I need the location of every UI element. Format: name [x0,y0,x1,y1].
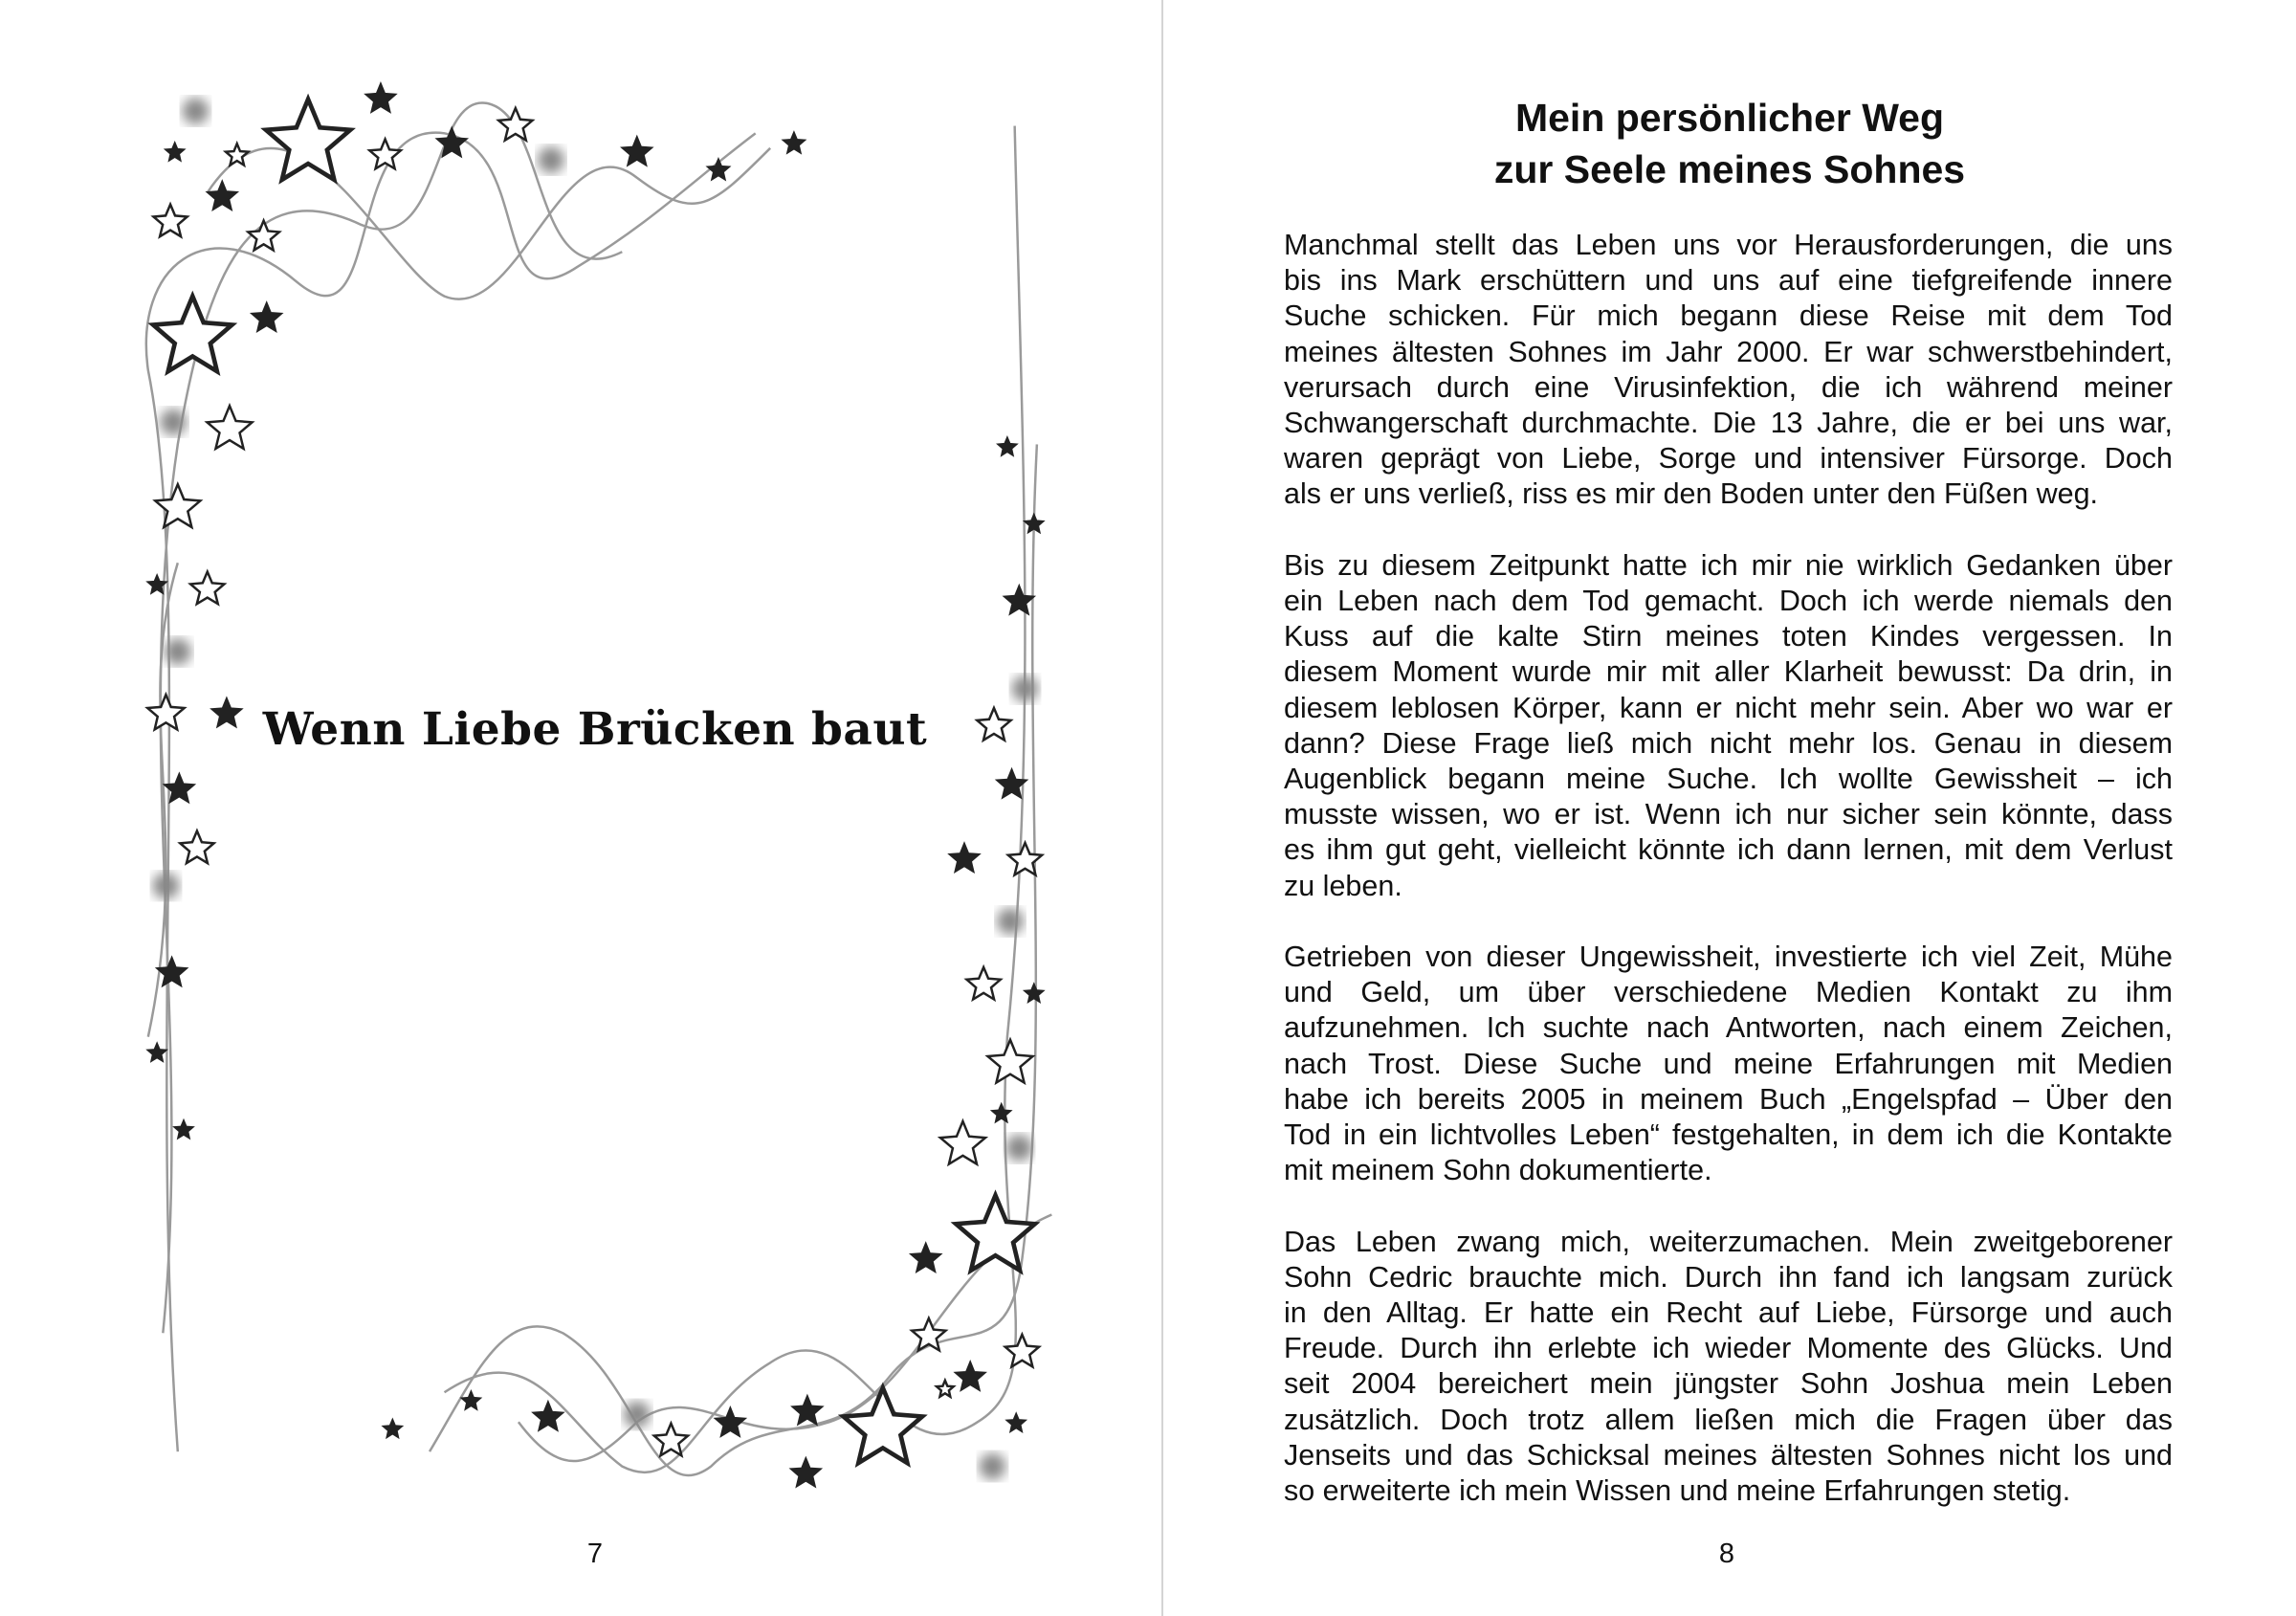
outline-star-icon [966,967,1000,1000]
outline-star-icon [207,406,252,449]
text-line: zusätzlich. Doch trotz allem ließen mich die Fragen über das [1284,1403,2173,1436]
blurred-sparkle [152,873,179,899]
filled-star-icon [148,1044,166,1060]
text-line: Kuss auf die kalte Stirn meines toten Kindes vergessen. In [1284,620,2173,653]
filled-star-icon [623,138,651,165]
filled-star-icon [709,160,729,179]
filled-star-icon [1007,1414,1025,1430]
text-line: als er uns verließ, riss es mir den Boden unter den Füßen weg. [1284,477,2099,511]
outline-star-icon [153,205,187,237]
text-line: Bis zu diesem Zeitpunkt hatte ich mir nie wirklich Gedanken über [1284,548,2173,582]
blurred-sparkle [160,409,187,435]
text-line: so erweiterte ich mein Wissen und meine Erfahrungen stetig. [1284,1474,2071,1508]
blurred-sparkle [1012,675,1039,702]
blurred-sparkle [165,638,191,665]
text-line: meines ältesten Sohnes im Jahr 2000. Er war schwerstbehindert, [1284,335,2173,368]
paragraph [1284,228,2173,513]
page-number-left: 7 [586,1539,604,1569]
text-line: Suche schicken. Für mich begann diese Reise mit dem Tod [1284,299,2173,333]
filled-star-icon [912,1244,939,1271]
blurred-sparkle [624,1402,651,1428]
outline-star-icon [266,100,350,180]
text-line: und Geld, um über verschiedene Medien Kontakt zu ihm [1284,976,2173,1009]
text-line: habe ich bereits 2005 in meinem Buch „Engelspfad – Über den [1284,1082,2173,1116]
text-line: musste wissen, wo er ist. Wenn ich nur sicher sein könnte, dass [1284,798,2173,831]
text-line: Getrieben von dieser Ungewissheit, investierte ich viel Zeit, Mühe [1284,941,2173,974]
outline-star-icon [937,1381,954,1397]
filled-star-icon [792,1459,820,1486]
filled-star-icon [999,438,1016,454]
outline-star-icon [180,830,213,863]
outline-star-icon [844,1388,922,1463]
text-line: Freude. Durch ihn erlebte ich wieder Momente des Glücks. Und [1284,1332,2173,1365]
section-title-line-1: Mein persönlicher Weg [1514,96,1945,140]
text-line: diesem Moment wurde mir mit aller Klarheit bewusst: Da drin, in [1284,655,2173,689]
paragraph [1284,940,2173,1188]
swirl-line [445,126,1026,1472]
outline-star-icon [369,140,401,169]
text-line: ein Leben nach dem Tod gemacht. Doch ich werde niemals den [1284,585,2173,618]
swirl-line [430,444,1037,1475]
filled-star-icon [784,133,805,152]
text-line: Jenseits und das Schicksal meines ältesten Sohnes nicht los und [1284,1438,2173,1472]
filled-star-icon [1026,516,1043,532]
swirl-line [146,133,756,1452]
outline-star-icon [1005,1335,1039,1367]
filled-star-icon [158,959,186,985]
text-line: in den Alltag. Er hatte ein Recht auf Liebe, Fürsorge und auch [1284,1296,2173,1330]
paragraph [1284,548,2173,904]
text-line: zu leben. [1284,869,1402,902]
blurred-sparkle [182,98,209,124]
outline-star-icon [190,572,224,605]
outline-star-icon [226,144,249,165]
text-line: Das Leben zwang mich, weiterzumachen. Mein zweitgeborener [1284,1225,2173,1258]
body-text [1284,228,2173,1544]
blurred-sparkle [1005,1135,1032,1162]
filled-star-icon [956,1362,983,1389]
paragraph [1284,1225,2173,1510]
text-line: Augenblick begann meine Suche. Ich wollte Gewissheit – ich [1284,763,2173,796]
page-number-right: 8 [1718,1539,1735,1569]
outline-star-icon [987,1040,1032,1083]
filled-star-icon [366,84,394,111]
filled-star-icon [384,1421,401,1437]
filled-star-icon [717,1408,744,1435]
filled-star-icon [166,144,184,160]
blurred-sparkle [538,146,564,173]
outline-star-icon [940,1121,985,1164]
text-line: mit meinem Sohn dokumentierte. [1284,1154,1712,1187]
blurred-sparkle [979,1453,1005,1480]
filled-star-icon [175,1121,192,1138]
filled-star-icon [950,844,978,871]
text-line: diesem leblosen Körper, kann er nicht mehr sein. Aber wo war er [1284,691,2173,724]
blurred-sparkle [997,908,1024,935]
chapter-title: Wenn Liebe Brücken baut [262,703,928,756]
swirl-line [519,1214,1051,1461]
filled-star-icon [534,1403,562,1429]
filled-star-icon [1005,587,1033,613]
text-line: waren geprägt von Liebe, Sorge und intensiver Fürsorge. Doch [1284,442,2173,476]
filled-star-icon [993,1105,1010,1121]
text-line: dann? Diese Frage ließ mich nicht mehr los. Genau in diesem [1284,726,2173,760]
section-title-line-2: zur Seele meines Sohnes [1493,147,1966,191]
text-line: verursach durch eine Virusinfektion, die ich während meiner [1284,370,2173,404]
outline-star-icon [153,297,232,371]
filled-star-icon [1026,985,1043,1002]
text-line: seit 2004 bereichert mein jüngster Sohn Joshua mein Leben [1284,1367,2173,1401]
text-line: Manchmal stellt das Leben uns vor Herausforderungen, die uns [1284,229,2173,261]
text-line: Tod in ein lichtvolles Leben“ festgehalten, in dem ich die Kontakte [1284,1118,2173,1152]
outline-star-icon [1008,843,1042,875]
filled-star-icon [793,1397,821,1424]
outline-star-icon [248,221,279,251]
section-title [1163,92,2296,195]
filled-star-icon [253,303,280,330]
text-line: nach Trost. Diese Suche und meine Erfahrungen mit Medien [1284,1047,2173,1080]
text-line: Schwangerschaft durchmachte. Die 13 Jahre, die er bei uns war, [1284,407,2173,440]
text-line: es ihm gut geht, vielleicht könnte ich dann lernen, mit dem Verlust [1284,833,2173,867]
text-line: aufzunehmen. Ich suchte nach Antworten, nach einem Zeichen, [1284,1011,2173,1045]
text-line: bis ins Mark erschüttern und uns auf eine tiefgreifende innere [1284,264,2173,298]
filled-star-icon [463,1392,480,1408]
text-line: Sohn Cedric brauchte mich. Durch ihn fand ich langsam zurück [1284,1260,2173,1294]
